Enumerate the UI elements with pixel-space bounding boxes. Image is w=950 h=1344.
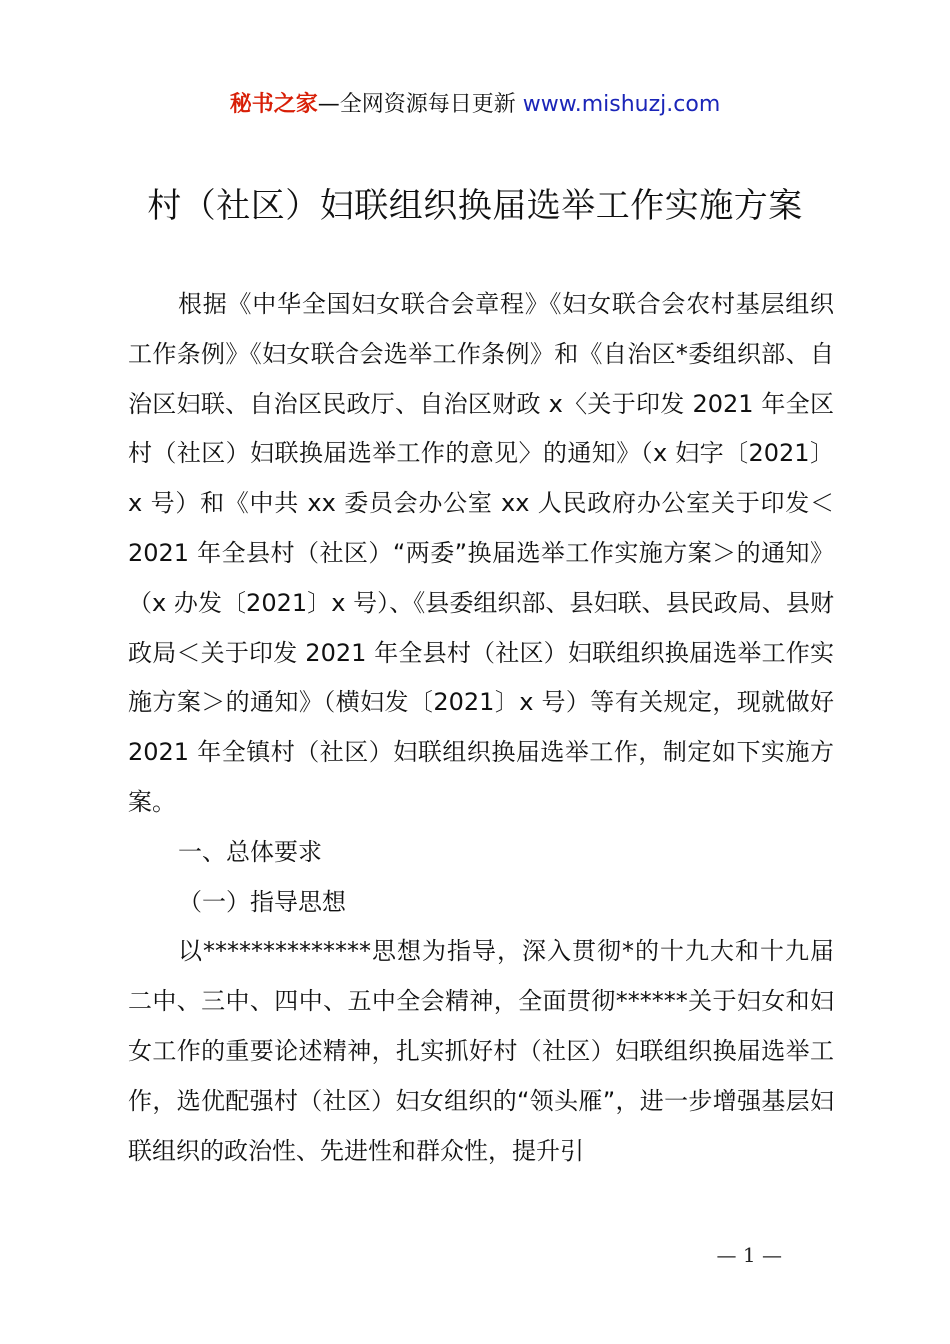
document-body [128,280,834,1176]
site-header [0,88,950,122]
section-heading: 一、总体要求 [178,837,322,866]
intro-paragraph: 根据《中华全国妇女联合会章程》《妇女联合会农村基层组织工作条例》《妇女联合会选举工作条例》和《自治区*委组织部、自治区妇联、自治区民政厅、自治区财政 x〈关于印发 2021 年全区村（社区）妇联换届选举工作的意见〉的通知》（x 妇字〔2021〕x 号）和《中共 xx 委员会办公室 xx 人民政府办公室关于印发＜2021 年全县村（社区）“两委”换届选举工作实施方案＞的通知》（x 办发〔2021〕x 号）、《县委组织部、县妇联、县民政局、县财政局＜关于印发 2021 年全县村（社区）妇联组织换届选举工作实施方案＞的通知》（横妇发〔2021〕x 号）等有关规定，现就做好 2021 年全镇村（社区）妇联组织换届选举工作，制定如下实施方案。 [128,290,834,816]
page-number: — 1 — [716,1243,782,1267]
brand-name: 秘书之家 [229,92,318,117]
body-paragraph: 以**************思想为指导，深入贯彻*的十九大和十九届二中、三中、四中、五中全会精神，全面贯彻******关于妇女和妇女工作的重要论述精神，扎实抓好村（社区）妇联组织换届选举工作，选优配强村（社区）妇女组织的“领头雁”，进一步增强基层妇联组织的政治性、先进性和群众性，提升引 [128,937,834,1165]
site-url-link[interactable]: www.mishuzj.com [522,92,721,117]
subsection-heading: （一）指导思想 [178,887,346,916]
document-title: 村（社区）妇联组织换届选举工作实施方案 [147,186,803,226]
page-footer [0,1240,950,1270]
header-tagline: —全网资源每日更新 [317,92,516,117]
